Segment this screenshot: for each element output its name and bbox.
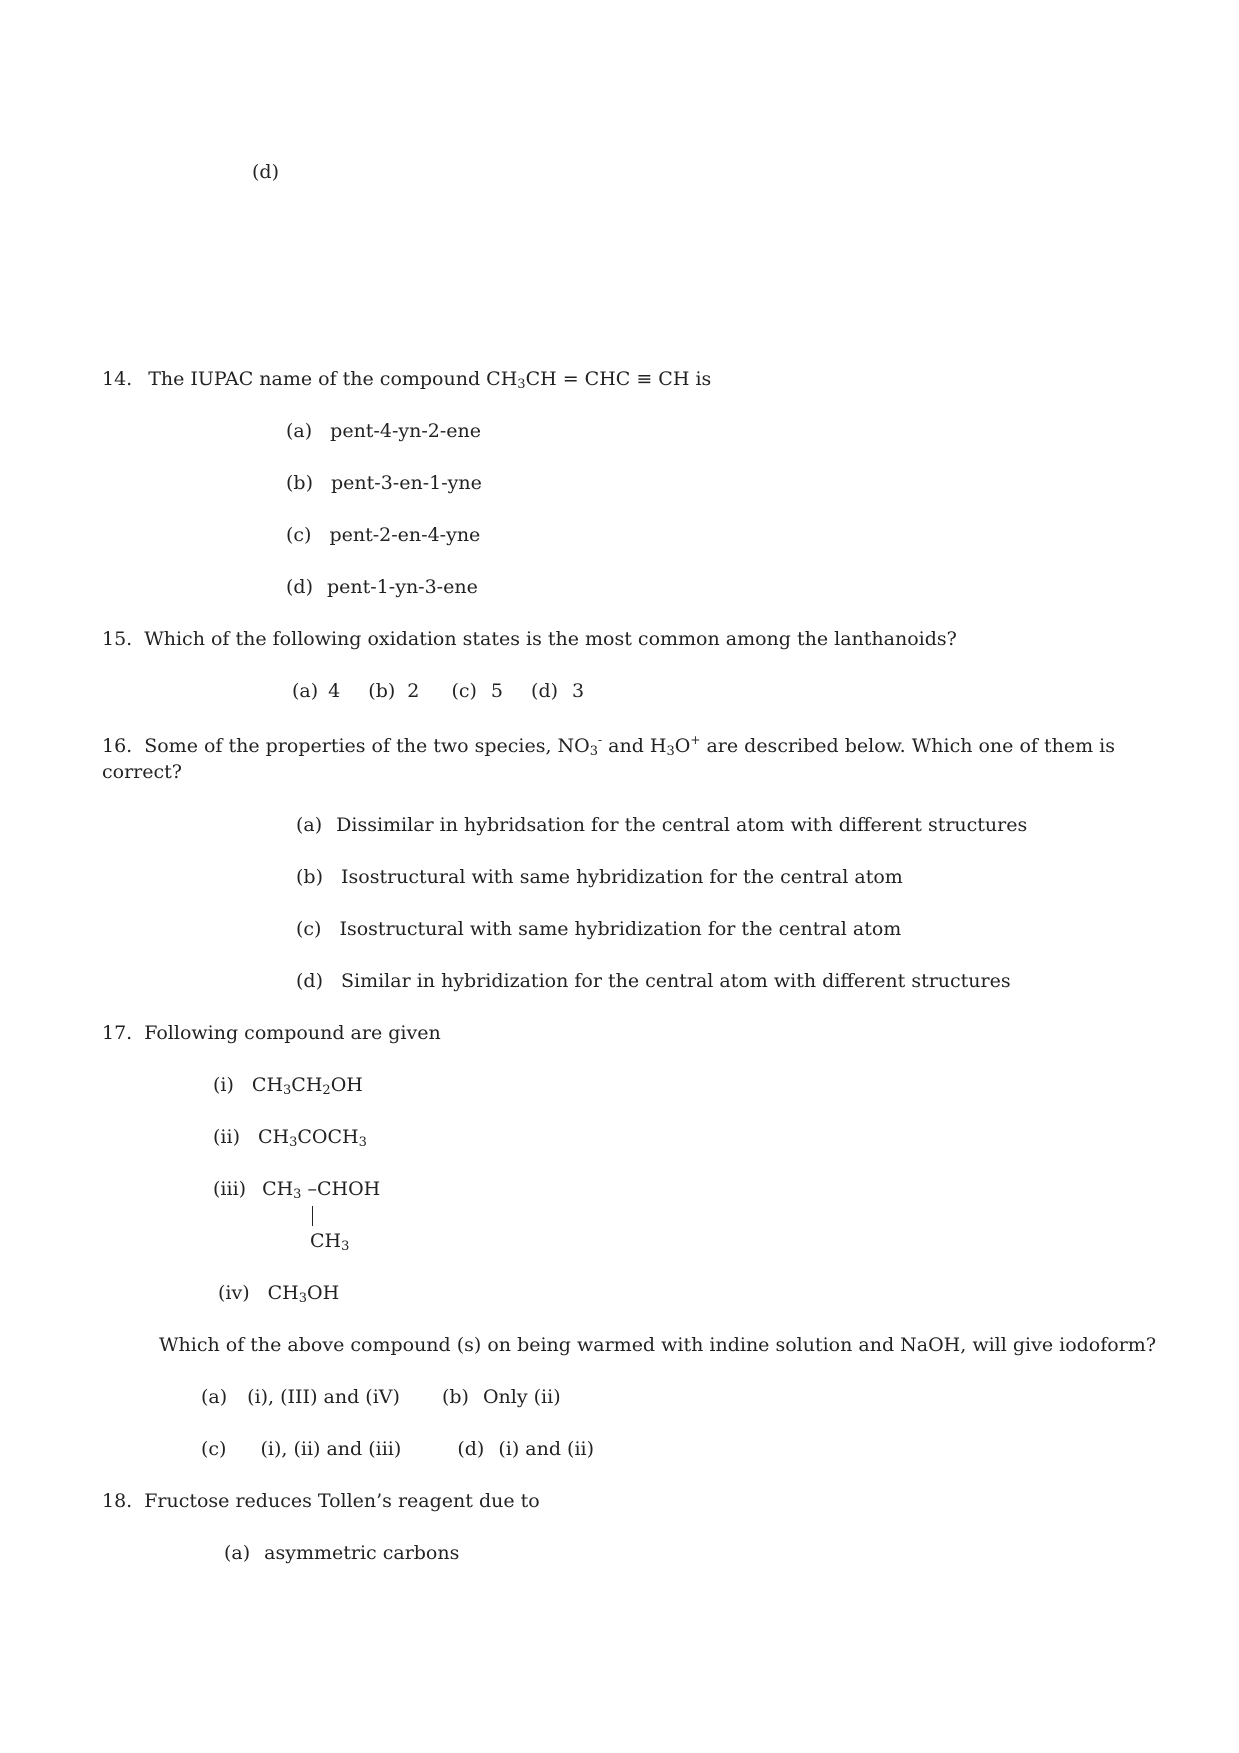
option-text: Isostructural with same hybridization for the central atom: [339, 918, 902, 940]
question-text-cont: and H: [602, 735, 667, 757]
option-label: (c): [286, 524, 312, 546]
option-label: (b): [441, 1386, 469, 1408]
option-text: Only (ii): [482, 1386, 561, 1408]
subscript: 3: [341, 1239, 350, 1254]
question-number: 16.: [102, 735, 133, 757]
option-c[interactable]: [286, 526, 480, 545]
superscript: -: [598, 733, 603, 747]
option-label: (d): [252, 161, 279, 183]
formula-part: OH: [307, 1282, 340, 1304]
option-text: (i), (III) and (iV): [247, 1386, 400, 1408]
option-a[interactable]: [292, 680, 340, 702]
option-label: (a): [296, 814, 323, 836]
option-d[interactable]: [531, 680, 584, 702]
subscript: 3: [589, 744, 599, 759]
formula-part: COCH: [297, 1126, 359, 1148]
formula-part: CH: [262, 1178, 294, 1200]
formula-part: CH: [251, 1074, 284, 1096]
formula-part: CH: [310, 1230, 342, 1252]
option-label: (a): [224, 1542, 251, 1564]
question-text-cont: CH = CHC ≡ CH is: [525, 368, 712, 390]
compound-iv: [218, 1284, 339, 1305]
subscript: 3: [283, 1083, 292, 1098]
option-text: 4: [328, 680, 341, 702]
subscript: 2: [322, 1083, 331, 1098]
option-label: (c): [296, 918, 322, 940]
compound-label: (ii): [213, 1126, 240, 1148]
option-text: (i), (ii) and (iii): [260, 1438, 402, 1460]
option-label: (d): [286, 576, 313, 598]
option-a[interactable]: [224, 1544, 459, 1563]
option-label: (b): [368, 680, 396, 702]
option-text: Dissimilar in hybridsation for the central atom with different structures: [336, 814, 1028, 836]
option-b[interactable]: [442, 1386, 561, 1408]
question-text-cont: are described below. Which one of them is: [700, 735, 1115, 757]
subscript: 3: [358, 1135, 367, 1150]
option-text: pent-4-yn-2-ene: [330, 420, 481, 442]
compound-iii: [213, 1180, 380, 1201]
option-label: (b): [286, 472, 313, 494]
option-b[interactable]: [368, 680, 419, 702]
question-16: [102, 734, 1115, 758]
question-15: [102, 630, 957, 649]
question-text: Fructose reduces Tollen’s reagent due to: [144, 1490, 540, 1512]
option-label: (d): [457, 1438, 485, 1460]
subscript: 3: [666, 744, 675, 759]
option-text: 5: [490, 680, 503, 702]
option-b[interactable]: [286, 474, 482, 493]
subscript: 3: [298, 1291, 308, 1306]
option-text: pent-2-en-4-yne: [329, 524, 481, 546]
formula-part: OH: [330, 1074, 363, 1096]
question-17-options-row2: [201, 1440, 594, 1459]
question-text: Which of the following oxidation states is the most common among the lanthanoids?: [144, 628, 957, 650]
question-16-line2: correct?: [102, 761, 182, 783]
bond-line: [312, 1206, 313, 1226]
option-b[interactable]: [296, 868, 903, 887]
question-text-cont: O: [674, 735, 691, 757]
option-a[interactable]: [296, 816, 1027, 835]
option-text: (i) and (ii): [498, 1438, 595, 1460]
superscript: +: [690, 733, 701, 747]
option-label: (a): [286, 420, 313, 442]
question-14: [102, 370, 711, 391]
option-label: (a): [292, 680, 319, 702]
option-c[interactable]: [201, 1438, 401, 1460]
question-17-prompt: Which of the above compound (s) on being warmed with indine solution and NaOH, will give iodoform?: [159, 1334, 1156, 1356]
formula-part: CH: [267, 1282, 299, 1304]
formula-part: –CHOH: [301, 1178, 381, 1200]
compound-ii: [213, 1128, 367, 1149]
option-a[interactable]: [201, 1386, 400, 1408]
option-d[interactable]: [286, 578, 478, 597]
formula-part: CH: [257, 1126, 290, 1148]
compound-i: [213, 1076, 363, 1097]
question-text: The IUPAC name of the compound CH: [148, 368, 518, 390]
option-d[interactable]: [296, 972, 1011, 991]
option-label: (c): [201, 1438, 227, 1460]
option-d[interactable]: [457, 1438, 594, 1460]
question-18: [102, 1492, 540, 1511]
question-number: 14.: [102, 368, 133, 390]
option-text: 3: [572, 680, 585, 702]
option-text: asymmetric carbons: [264, 1542, 460, 1564]
question-text: Following compound are given: [144, 1022, 441, 1044]
option-text: pent-1-yn-3-ene: [327, 576, 478, 598]
subscript: 3: [517, 377, 526, 392]
question-17: [102, 1024, 441, 1043]
compound-label: (iii): [213, 1178, 247, 1200]
subscript: 3: [289, 1135, 298, 1150]
option-label: (a): [201, 1386, 228, 1408]
option-label: (d): [531, 680, 559, 702]
option-c[interactable]: [451, 680, 503, 702]
option-a[interactable]: [286, 422, 481, 441]
question-text: Some of the properties of the two species, NO: [144, 735, 590, 757]
option-text: 2: [407, 680, 420, 702]
compound-label: (iv): [218, 1282, 250, 1304]
formula-part: CH: [291, 1074, 323, 1096]
question-number: 17.: [102, 1022, 133, 1044]
question-15-options: [292, 682, 584, 701]
question-number: 18.: [102, 1490, 133, 1512]
option-label: (d): [296, 970, 323, 992]
compound-iii-branch: [310, 1232, 349, 1253]
option-text: Similar in hybridization for the central atom with different structures: [341, 970, 1011, 992]
option-c[interactable]: [296, 920, 901, 939]
option-label: (b): [296, 866, 323, 888]
compound-label: (i): [213, 1074, 234, 1096]
question-number: 15.: [102, 628, 133, 650]
question-17-options-row1: [201, 1388, 561, 1407]
option-label: (c): [451, 680, 477, 702]
option-text: pent-3-en-1-yne: [331, 472, 482, 494]
option-text: Isostructural with same hybridization for the central atom: [341, 866, 903, 888]
subscript: 3: [293, 1187, 302, 1202]
